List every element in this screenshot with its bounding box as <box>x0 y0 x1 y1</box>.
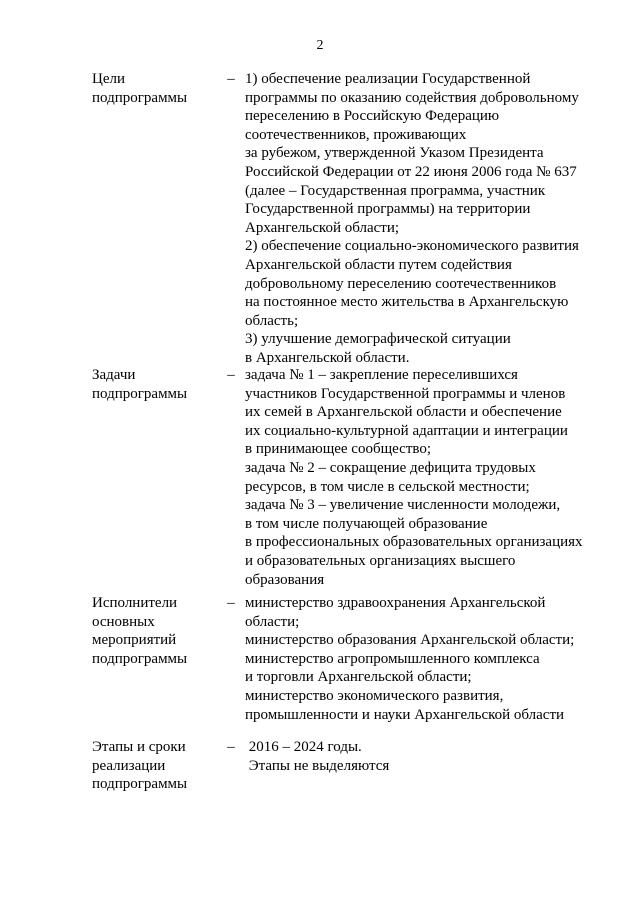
label-line: основных <box>92 613 155 630</box>
content-line: их социально-культурной адаптации и интеграции <box>245 422 568 439</box>
content-line: 2) обеспечение социально-экономического развития <box>245 238 579 255</box>
section-content-goals <box>245 70 620 368</box>
label-line: реализации <box>92 757 166 774</box>
content-line: 3) улучшение демографической ситуации <box>245 331 511 348</box>
content-line: области; <box>245 613 300 630</box>
section-label-executors <box>92 594 222 668</box>
content-line: и образовательных организациях высшего <box>245 552 516 569</box>
content-line: программы по оказанию содействия добровольному <box>245 89 579 106</box>
section-content-stages <box>245 738 620 775</box>
section-content-tasks <box>245 366 620 589</box>
content-line: в принимающее сообщество; <box>245 441 432 458</box>
section-content-executors <box>245 594 620 724</box>
dash-separator: – <box>227 367 235 383</box>
content-line: 1) обеспечение реализации Государственной <box>245 71 531 87</box>
content-line: Этапы не выделяются <box>245 757 390 774</box>
content-line: Архангельской области путем содействия <box>245 256 512 273</box>
label-line: Задачи <box>92 367 136 383</box>
dash-separator: – <box>227 739 235 755</box>
content-line: ресурсов, в том числе в сельской местности; <box>245 478 530 495</box>
label-line: Исполнители <box>92 595 178 611</box>
label-line: мероприятий <box>92 632 177 649</box>
content-line: задача № 3 – увеличение численности молодежи, <box>245 497 561 514</box>
content-line: задача № 2 – сокращение дефицита трудовых <box>245 459 536 476</box>
content-line: переселению в Российскую Федерацию <box>245 108 500 125</box>
content-line: министерство агропромышленного комплекса <box>245 650 540 667</box>
label-line: Цели <box>92 71 126 87</box>
content-line: и торговли Архангельской области; <box>245 669 472 686</box>
content-line: 2016 – 2024 годы. <box>245 739 362 755</box>
content-line: в профессиональных образовательных организациях <box>245 534 583 551</box>
content-line: добровольному переселению соотечественников <box>245 275 557 292</box>
content-line: задача № 1 – закрепление переселившихся <box>245 367 518 383</box>
content-line: за рубежом, утвержденной Указом Президента <box>245 145 544 162</box>
content-line: (далее – Государственная программа, участник <box>245 182 546 199</box>
content-line: участников Государственной программы и членов <box>245 385 566 402</box>
label-line: подпрограммы <box>92 385 188 402</box>
content-line: министерство здравоохранения Архангельской <box>245 595 546 611</box>
content-line: область; <box>245 312 299 329</box>
content-line: министерство образования Архангельской области; <box>245 632 575 649</box>
content-line: Российской Федерации от 22 июня 2006 года № 637 <box>245 163 577 180</box>
dash-separator: – <box>227 71 235 87</box>
content-line: образования <box>245 571 325 588</box>
section-label-stages <box>92 738 222 794</box>
content-line: в том числе получающей образование <box>245 515 488 532</box>
label-line: подпрограммы <box>92 776 188 793</box>
content-line: Государственной программы) на территории <box>245 201 531 218</box>
dash-separator: – <box>227 595 235 611</box>
content-line: соотечественников, проживающих <box>245 126 467 143</box>
content-line: промышленности и науки Архангельской области <box>245 706 565 723</box>
section-label-tasks <box>92 366 222 403</box>
content-line: их семей в Архангельской области и обеспечение <box>245 404 562 421</box>
label-line: Этапы и сроки <box>92 739 186 755</box>
page-number: 2 <box>316 38 324 53</box>
content-line: Архангельской области; <box>245 219 400 236</box>
content-line: на постоянное место жительства в Архангельскую <box>245 294 569 311</box>
label-line: подпрограммы <box>92 89 188 106</box>
section-label-goals <box>92 70 222 107</box>
content-line: в Архангельской области. <box>245 349 410 366</box>
content-line: министерство экономического развития, <box>245 687 504 704</box>
label-line: подпрограммы <box>92 650 188 667</box>
